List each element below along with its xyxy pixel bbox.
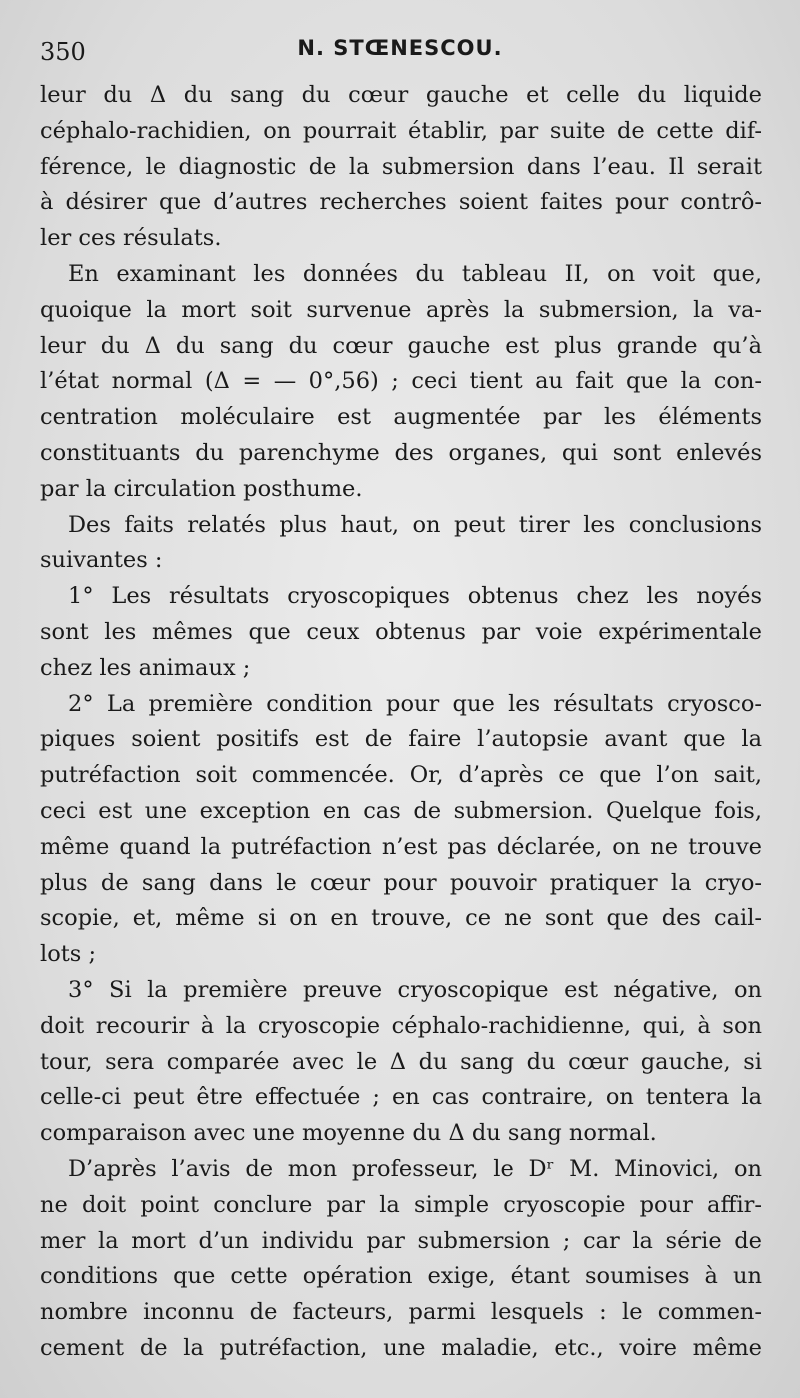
text-line: à désirer que d’autres recherches soient faites pour contrô- — [40, 189, 762, 216]
text-line: 1° Les résultats cryoscopiques obtenus chez les noyés — [68, 583, 762, 610]
text-line: 2° La première condition pour que les résultats cryosco- — [68, 690, 762, 717]
text-line: suivantes : — [40, 547, 163, 574]
text-line: leur du Δ du sang du cœur gauche est plus grande qu’à — [40, 332, 762, 359]
text-line: cement de la putréfaction, une maladie, etc., voire même — [40, 1334, 762, 1361]
text-line: conditions que cette opération exige, étant soumises à un — [40, 1263, 762, 1290]
text-line: nombre inconnu de facteurs, parmi lesquels : le commen- — [40, 1299, 762, 1326]
text-line: sont les mêmes que ceux obtenus par voie expérimentale — [40, 618, 762, 645]
text-line: chez les animaux ; — [40, 654, 251, 681]
text-line: même quand la putréfaction n’est pas déclarée, on ne trouve — [40, 833, 762, 860]
text-line: ceci est une exception en cas de submersion. Quelque fois, — [40, 797, 762, 824]
text-line: plus de sang dans le cœur pour pouvoir pratiquer la cryo- — [40, 869, 762, 896]
text-line: ler ces résulats. — [40, 225, 222, 252]
text-line: Des faits relatés plus haut, on peut tirer les conclusions — [68, 511, 762, 538]
text-line: céphalo-rachidien, on pourrait établir, par suite de cette dif- — [40, 117, 762, 144]
text-line: leur du Δ du sang du cœur gauche et celle du liquide — [40, 82, 762, 108]
page-number: 350 — [40, 38, 86, 66]
text-line: par la circulation posthume. — [40, 475, 363, 502]
text-line: tour, sera comparée avec le Δ du sang du cœur gauche, si — [40, 1048, 762, 1075]
text-line: comparaison avec une moyenne du Δ du sang normal. — [40, 1120, 657, 1147]
text-line: scopie, et, même si on en trouve, ce ne sont que des cail- — [40, 905, 762, 932]
text-line: D’après l’avis de mon professeur, le Dʳ M. Minovici, on — [68, 1155, 762, 1182]
text-line: piques soient positifs est de faire l’autopsie avant que la — [40, 726, 762, 753]
running-title: N. STŒNESCOU. — [297, 36, 503, 60]
text-line: quoique la mort soit survenue après la submersion, la va- — [40, 296, 762, 323]
text-line: En examinant les données du tableau II, on voit que, — [68, 260, 762, 287]
text-line: mer la mort d’un individu par submersion ; car la série de — [40, 1227, 762, 1254]
text-line: ne doit point conclure par la simple cryoscopie pour affir- — [40, 1191, 762, 1218]
body-text — [40, 78, 762, 1367]
text-line: lots ; — [40, 941, 97, 968]
text-line: putréfaction soit commencée. Or, d’après ce que l’on sait, — [40, 762, 762, 789]
page-header — [0, 30, 800, 70]
text-line: centration moléculaire est augmentée par les éléments — [40, 404, 762, 431]
text-line: doit recourir à la cryoscopie céphalo-rachidienne, qui, à son — [40, 1012, 762, 1039]
text-line: celle-ci peut être effectuée ; en cas contraire, on tentera la — [40, 1084, 762, 1111]
text-line: férence, le diagnostic de la submersion dans l’eau. Il serait — [40, 153, 762, 180]
text-line: constituants du parenchyme des organes, qui sont enlevés — [40, 439, 762, 466]
text-line: 3° Si la première preuve cryoscopique est négative, on — [68, 976, 762, 1003]
text-line: l’état normal (Δ = — 0°,56) ; ceci tient au fait que la con- — [40, 368, 762, 395]
